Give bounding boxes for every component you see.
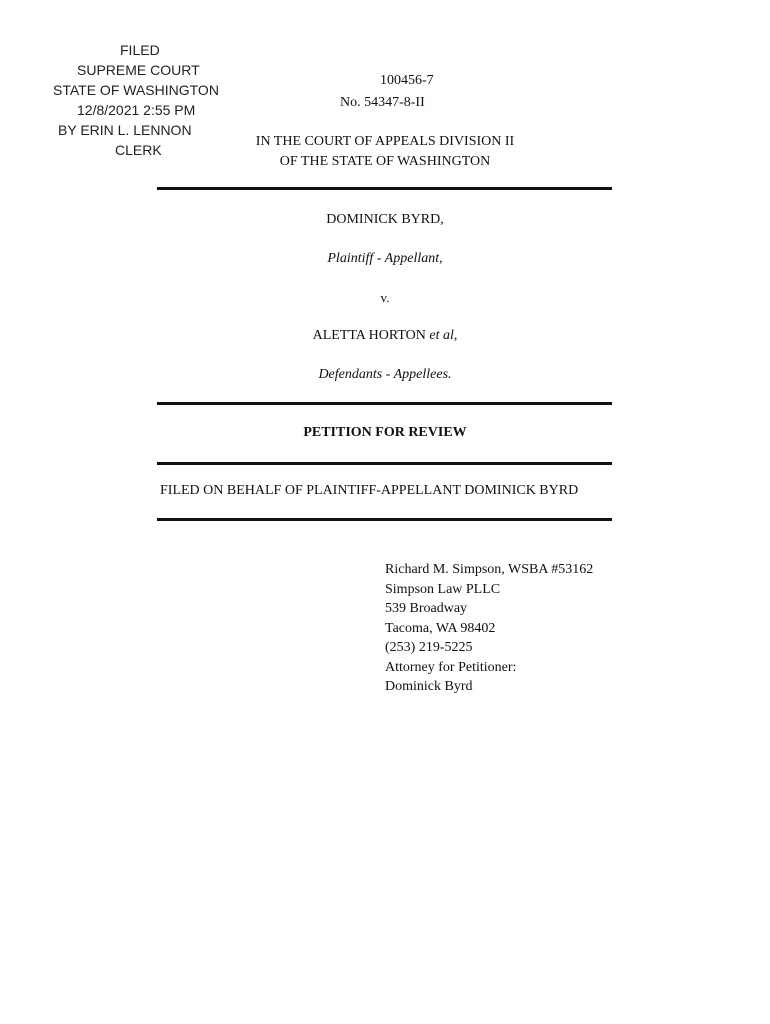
plaintiff-role-comma: , bbox=[439, 251, 443, 266]
attorney-city: Tacoma, WA 98402 bbox=[385, 620, 496, 636]
attorney-firm: Simpson Law PLLC bbox=[385, 581, 501, 597]
defendant-role: Defendants - Appellees. bbox=[318, 367, 452, 382]
court-heading-line-1: IN THE COURT OF APPEALS DIVISION II bbox=[255, 134, 515, 149]
divider-rule bbox=[157, 462, 612, 465]
plaintiff-role: Plaintiff - Appellant bbox=[327, 251, 440, 266]
document-title: PETITION FOR REVIEW bbox=[303, 425, 467, 440]
attorney-block bbox=[385, 560, 593, 697]
defendant-line bbox=[0, 328, 770, 344]
stamp-line-datetime: 12/8/2021 2:55 PM bbox=[77, 102, 196, 118]
stamp-line-clerk: CLERK bbox=[115, 142, 162, 158]
attorney-phone: (253) 219-5225 bbox=[385, 640, 473, 655]
attorney-client: Dominick Byrd bbox=[385, 679, 473, 694]
defendant-name: ALETTA HORTON bbox=[312, 328, 426, 343]
stamp-line-court: SUPREME COURT bbox=[77, 62, 200, 78]
plaintiff-role-line bbox=[0, 251, 770, 267]
attorney-role: Attorney for Petitioner: bbox=[385, 659, 517, 675]
divider-rule bbox=[157, 518, 612, 521]
appeals-case-number: No. 54347-8-II bbox=[340, 95, 425, 110]
divider-rule bbox=[157, 402, 612, 405]
supreme-court-case-number: 100456-7 bbox=[380, 73, 434, 88]
attorney-street: 539 Broadway bbox=[385, 601, 468, 616]
versus: v. bbox=[380, 290, 390, 305]
filed-on-behalf: FILED ON BEHALF OF PLAINTIFF-APPELLANT DOMINICK BYRD bbox=[160, 483, 579, 498]
plaintiff-name: DOMINICK BYRD, bbox=[326, 212, 444, 227]
court-heading-line-2: OF THE STATE OF WASHINGTON bbox=[279, 154, 491, 169]
divider-rule bbox=[157, 187, 612, 190]
attorney-name: Richard M. Simpson, WSBA #53162 bbox=[385, 562, 594, 577]
defendant-comma: , bbox=[453, 328, 458, 343]
stamp-line-filed: FILED bbox=[120, 42, 160, 58]
defendant-et-al: et al bbox=[429, 328, 454, 343]
stamp-line-clerk-name: BY ERIN L. LENNON bbox=[58, 122, 192, 138]
stamp-line-state: STATE OF WASHINGTON bbox=[53, 82, 219, 98]
